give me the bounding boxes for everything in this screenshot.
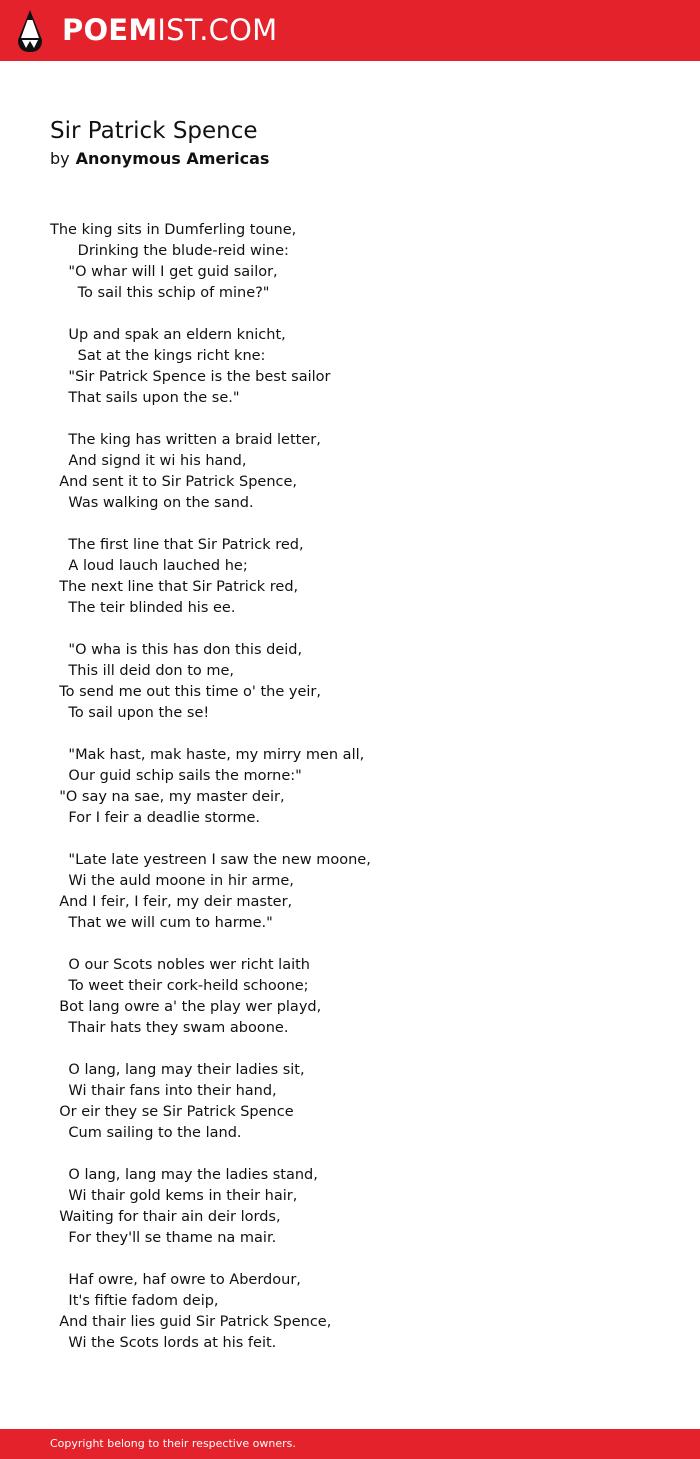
poem-line: "O whar will I get guid sailor, — [50, 264, 278, 280]
poem-line: Wi the auld moone in hir arme, — [50, 873, 294, 889]
poem-line: The king sits in Dumferling toune, — [50, 222, 297, 238]
poem-line: And signd it wi his hand, — [50, 453, 247, 469]
site-logo-link[interactable] — [62, 12, 277, 48]
poem-line: Wi the Scots lords at his feit. — [50, 1335, 277, 1351]
poem-line: The first line that Sir Patrick red, — [50, 537, 304, 553]
poem-line: Drinking the blude-reid wine: — [50, 243, 289, 259]
poem-line: This ill deid don to me, — [50, 663, 235, 679]
poem-stanza — [50, 430, 670, 514]
pencil-tip-icon — [18, 10, 42, 52]
author-link[interactable]: Anonymous Americas — [75, 149, 270, 168]
poem-stanza — [50, 535, 670, 619]
poem-stanza — [50, 955, 670, 1039]
poem-title: Sir Patrick Spence — [50, 118, 258, 144]
poem-line: Waiting for thair ain deir lords, — [50, 1209, 281, 1225]
poem-line: To sail upon the se! — [50, 705, 210, 721]
poem-line: "Mak hast, mak haste, my mirry men all, — [50, 747, 365, 763]
site-footer — [0, 1429, 700, 1459]
poem-stanza — [50, 325, 670, 409]
poem-content — [50, 116, 670, 1375]
poem-stanza — [50, 850, 670, 934]
poem-line: "Late late yestreen I saw the new moone, — [50, 852, 371, 868]
poem-line: To send me out this time o' the yeir, — [50, 684, 321, 700]
poem-line: Sat at the kings richt kne: — [50, 348, 266, 364]
logo-light-text: IST.COM — [157, 13, 278, 47]
poem-line: O lang, lang may their ladies sit, — [50, 1062, 305, 1078]
poem-line: Bot lang owre a' the play wer playd, — [50, 999, 322, 1015]
poem-line: The king has written a braid letter, — [50, 432, 321, 448]
poem-line: A loud lauch lauched he; — [50, 558, 248, 574]
poem-line: Wi thair gold kems in their hair, — [50, 1188, 298, 1204]
logo-bold-text: POEM — [62, 13, 158, 47]
poem-stanza — [50, 745, 670, 829]
copyright-text: Copyright belong to their respective owners. — [50, 1437, 296, 1450]
poem-line: To weet their cork-heild schoone; — [50, 978, 309, 994]
poem-line: Our guid schip sails the morne:" — [50, 768, 302, 784]
poem-line: And I feir, I feir, my deir master, — [50, 894, 293, 910]
by-label: by — [50, 149, 70, 168]
poem-stanza — [50, 220, 670, 304]
poem-line: And sent it to Sir Patrick Spence, — [50, 474, 298, 490]
poem-line: Cum sailing to the land. — [50, 1125, 242, 1141]
poem-line: Up and spak an eldern knicht, — [50, 327, 286, 343]
poem-line: And thair lies guid Sir Patrick Spence, — [50, 1314, 332, 1330]
poem-line: Thair hats they swam aboone. — [50, 1020, 289, 1036]
poem-line: That sails upon the se." — [50, 390, 240, 406]
poem-line: To sail this schip of mine?" — [50, 285, 270, 301]
poem-stanza — [50, 1270, 670, 1354]
poem-line: That we will cum to harme." — [50, 915, 273, 931]
poem-line: "O wha is this has don this deid, — [50, 642, 303, 658]
poem-line: For they'll se thame na mair. — [50, 1230, 277, 1246]
site-header — [0, 0, 700, 61]
poem-line: The teir blinded his ee. — [50, 600, 236, 616]
poem-line: Wi thair fans into their hand, — [50, 1083, 277, 1099]
poem-stanza — [50, 1060, 670, 1144]
poem-line: The next line that Sir Patrick red, — [50, 579, 299, 595]
poem-line: Haf owre, haf owre to Aberdour, — [50, 1272, 301, 1288]
poem-line: Was walking on the sand. — [50, 495, 254, 511]
poem-line: "Sir Patrick Spence is the best sailor — [50, 369, 331, 385]
poem-line: O lang, lang may the ladies stand, — [50, 1167, 318, 1183]
byline — [50, 147, 670, 171]
poem-line: O our Scots nobles wer richt laith — [50, 957, 310, 973]
poem-stanza — [50, 1165, 670, 1249]
poem-line: "O say na sae, my master deir, — [50, 789, 285, 805]
poem-line: It's fiftie fadom deip, — [50, 1293, 219, 1309]
poem-line: For I feir a deadlie storme. — [50, 810, 260, 826]
poem-line: Or eir they se Sir Patrick Spence — [50, 1104, 294, 1120]
poem-body — [50, 220, 670, 1354]
poem-stanza — [50, 640, 670, 724]
